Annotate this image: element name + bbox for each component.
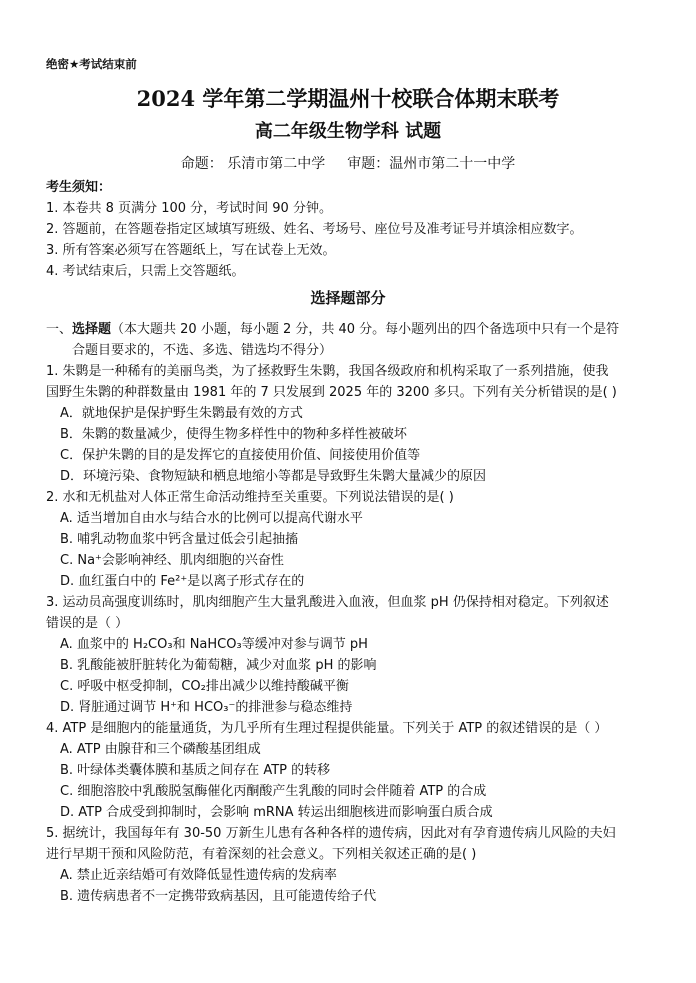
question-3-option-c: C. 呼吸中枢受抑制，CO₂排出减少以维持酸碱平衡 [60, 679, 349, 694]
question-3-option-a: A. 血浆中的 H₂CO₃和 NaHCO₃等缓冲对参与调节 pH [60, 637, 368, 652]
section-title: 选择题部分 [310, 289, 386, 307]
question-3-stem: 3. 运动员高强度训练时，肌肉细胞产生大量乳酸进入血液，但血浆 pH 仍保持相对稳定。下列叙述 [46, 595, 609, 610]
reviewer-credit: 审题：温州市第二十一中学 [347, 156, 516, 172]
notice-item: 3. 所有答案必须写在答题纸上，写在试卷上无效。 [46, 243, 336, 258]
question-4-option-c: C. 细胞溶胶中乳酸脱氢酶催化丙酮酸产生乳酸的同时会伴随着 ATP 的合成 [60, 784, 487, 799]
notice-heading: 考生须知： [46, 180, 112, 195]
part-instructions-cont: 合题目要求的，不选、多选、错选均不得分） [72, 343, 333, 358]
part-label: 选择题 [72, 322, 112, 337]
part-prefix: 一、 [46, 322, 73, 337]
question-1-stem: 1. 朱鹮是一种稀有的美丽鸟类，为了拯救野生朱鹮，我国各级政府和机构采取了一系列措施，使我 [46, 364, 609, 379]
question-3-option-b: B. 乳酸能被肝脏转化为葡萄糖，减少对血浆 pH 的影响 [60, 658, 377, 673]
question-5-option-a: A. 禁止近亲结婚可有效降低显性遗传病的发病率 [60, 868, 337, 883]
question-3-option-d: D. 肾脏通过调节 H⁺和 HCO₃⁻的排泄参与稳态维持 [60, 700, 353, 715]
question-2-option-a: A. 适当增加自由水与结合水的比例可以提高代谢水平 [60, 511, 363, 526]
notice-item: 4. 考试结束后，只需上交答题纸。 [46, 264, 245, 279]
exam-title: 2024 学年第二学期温州十校联合体期末联考 [136, 86, 560, 111]
authors-line [0, 154, 696, 174]
notice-item: 1. 本卷共 8 页满分 100 分，考试时间 90 分钟。 [46, 201, 332, 216]
question-2-option-b: B. 哺乳动物血浆中钙含量过低会引起抽搐 [60, 532, 299, 547]
question-2-option-c: C. Na⁺会影响神经、肌肉细胞的兴奋性 [60, 553, 284, 568]
question-1-option-a: A．就地保护是保护野生朱鹮最有效的方式 [60, 406, 303, 421]
part-text: （本大题共 20 小题，每小题 2 分，共 40 分。每小题列出的四个备选项中只有一个是符 [111, 322, 620, 337]
question-4-option-b: B. 叶绿体类囊体膜和基质之间存在 ATP 的转移 [60, 763, 331, 778]
question-1-option-d: D．环境污染、食物短缺和栖息地缩小等都是导致野生朱鹮大量减少的原因 [60, 469, 487, 484]
question-3-stem-cont: 错误的是（ ） [46, 616, 129, 631]
question-5-stem: 5. 据统计，我国每年有 30-50 万新生儿患有各种各样的遗传病，因此对有孕育遗传病儿风险的夫妇 [46, 826, 616, 841]
question-4-option-a: A. ATP 由腺苷和三个磷酸基团组成 [60, 742, 261, 757]
exam-subtitle: 高二年级生物学科 试题 [254, 121, 442, 142]
question-4-option-d: D. ATP 合成受到抑制时，会影响 mRNA 转运出细胞核进而影响蛋白质合成 [60, 805, 493, 820]
question-1-option-c: C．保护朱鹮的目的是发挥它的直接使用价值、间接使用价值等 [60, 448, 421, 463]
question-4-stem: 4. ATP 是细胞内的能量通货，为几乎所有生理过程提供能量。下列关于 ATP 的叙述错误的是（ ） [46, 721, 608, 736]
notice-item: 2. 答题前，在答题卷指定区域填写班级、姓名、考场号、座位号及准考证号并填涂相应数字。 [46, 222, 583, 237]
question-2-stem: 2. 水和无机盐对人体正常生命活动维持至关重要。下列说法错误的是( ) [46, 490, 454, 505]
author-credit: 命题： 乐清市第二中学 [180, 156, 326, 172]
question-1-option-b: B．朱鹮的数量减少，使得生物多样性中的物种多样性被破坏 [60, 427, 407, 442]
question-2-option-d: D. 血红蛋白中的 Fe²⁺是以离子形式存在的 [60, 574, 305, 589]
question-5-option-b: B. 遗传病患者不一定携带致病基因，且可能遗传给子代 [60, 889, 377, 904]
question-1-stem-cont: 国野生朱鹮的种群数量由 1981 年的 7 只发展到 2025 年的 3200 多只。下列有关分析错误的是( ) [46, 385, 617, 400]
question-5-stem-cont: 进行早期干预和风险防范，有着深刻的社会意义。下列相关叙述正确的是( ) [46, 847, 477, 862]
part-instructions [46, 320, 619, 340]
confidential-mark: 绝密★考试结束前 [46, 57, 137, 71]
